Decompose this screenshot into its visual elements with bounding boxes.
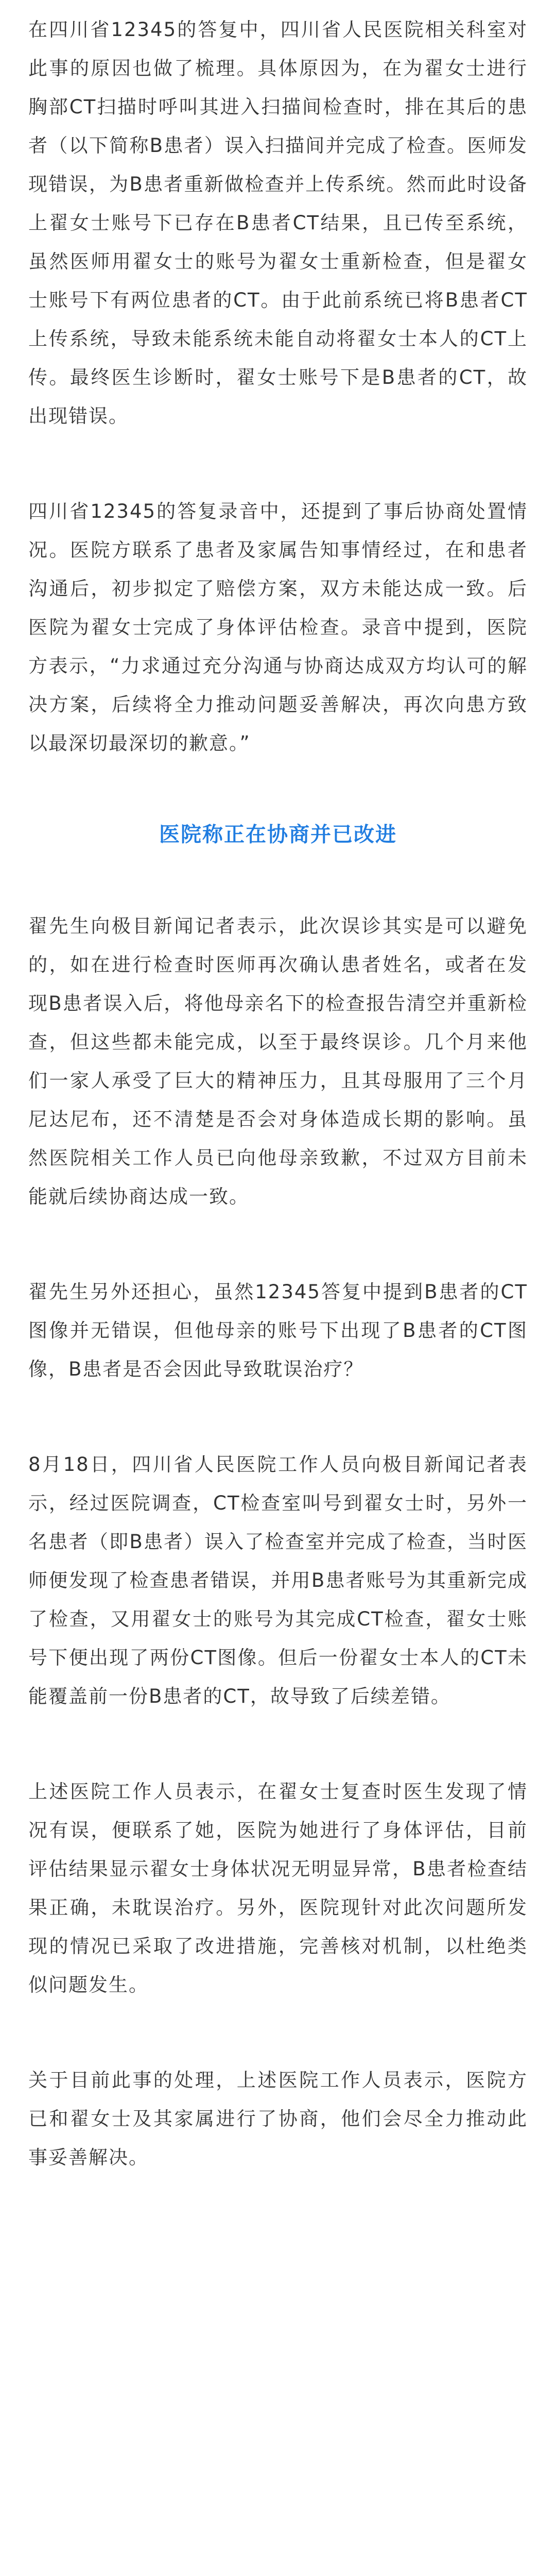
article-paragraph: 翟先生向极目新闻记者表示，此次误诊其实是可以避免的，如在进行检查时医师再次确认患者姓名，或者在发现B患者误入后，将他母亲名下的检查报告清空并重新检查，但这些都未能完成，以至于最终误诊。几个月来他们一家人承受了巨大的精神压力，且其母服用了三个月尼达尼布，还不清楚是否会对身体造成长期的影响。虽然医院相关工作人员已向他母亲致歉，不过双方目前未能就后续协商达成一致。 bbox=[28, 915, 528, 1208]
article-paragraph: 四川省12345的答复录音中，还提到了事后协商处置情况。医院方联系了患者及家属告知事情经过，在和患者沟通后，初步拟定了赔偿方案，双方未能达成一致。后医院为翟女士完成了身体评估检查。录音中提到，医院方表示，“力求通过充分沟通与协商达成双方均认可的解决方案，后续将全力推动问题妥善解决，再次向患方致以最深切最深切的歉意。” bbox=[28, 500, 528, 754]
article-paragraph: 在四川省12345的答复中，四川省人民医院相关科室对此事的原因也做了梳理。具体原因为，在为翟女士进行胸部CT扫描时呼叫其进入扫描间检查时，排在其后的患者（以下简称B患者）误入扫描间并完成了检查。医师发现错误，为B患者重新做检查并上传系统。然而此时设备上翟女士账号下已存在B患者CT结果，且已传至系统，虽然医师用翟女士的账号为翟女士重新检查，但是翟女士账号下有两位患者的CT。由于此前系统已将B患者CT上传系统，导致未能系统未能自动将翟女士本人的CT上传。最终医生诊断时，翟女士账号下是B患者的CT，故出现错误。 bbox=[28, 19, 528, 427]
article-paragraph: 8月18日，四川省人民医院工作人员向极目新闻记者表示，经过医院调查，CT检查室叫号到翟女士时，另外一名患者（即B患者）误入了检查室并完成了检查，当时医师便发现了检查患者错误，并用B患者账号为其重新完成了检查，又用翟女士的账号为其完成CT检查，翟女士账号下便出现了两份CT图像。但后一份翟女士本人的CT未能覆盖前一份B患者的CT，故导致了后续差错。 bbox=[28, 1453, 528, 1707]
section-heading: 医院称正在协商并已改进 bbox=[159, 823, 397, 846]
article-paragraph: 关于目前此事的处理，上述医院工作人员表示，医院方已和翟女士及其家属进行了协商，他们会尽全力推动此事妥善解决。 bbox=[28, 2069, 528, 2168]
article-paragraph: 翟先生另外还担心，虽然12345答复中提到B患者的CT图像并无错误，但他母亲的账号下出现了B患者的CT图像，B患者是否会因此导致耽误治疗？ bbox=[28, 1281, 528, 1380]
article-paragraph: 上述医院工作人员表示，在翟女士复查时医生发现了情况有误，便联系了她，医院为她进行了身体评估，目前评估结果显示翟女士身体状况无明显异常，B患者检查结果正确，未耽误治疗。另外，医院现针对此次问题所发现的情况已采取了改进措施，完善核对机制，以杜绝类似问题发生。 bbox=[28, 1781, 528, 1996]
